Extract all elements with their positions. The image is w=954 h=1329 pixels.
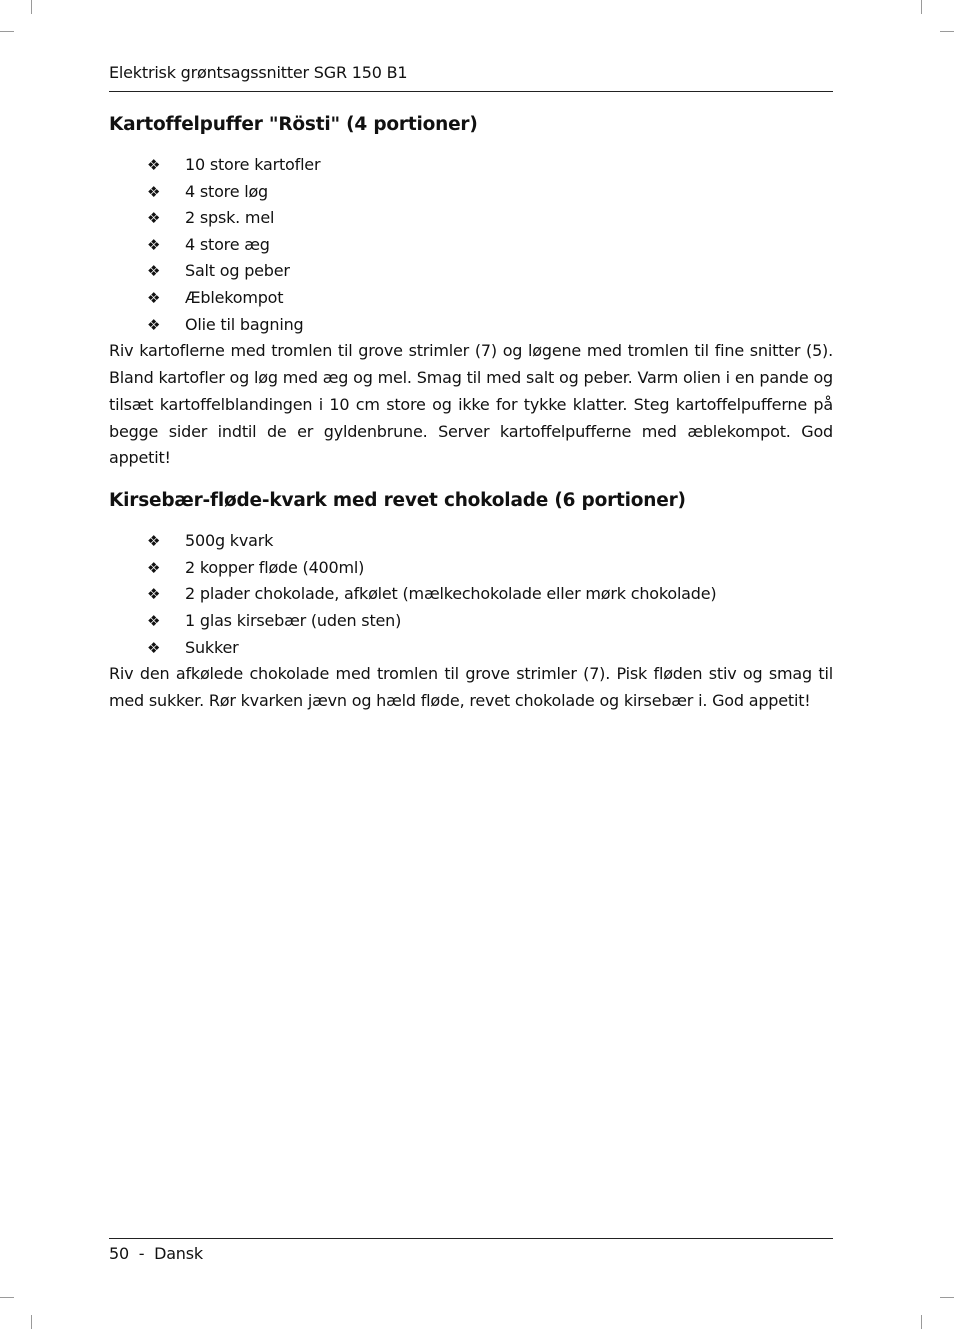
list-item [109,608,833,635]
list-item [109,179,833,206]
recipe-instructions: Riv kartoflerne med tromlen til grove strimler (7) og løgene med tromlen til fine snitter (5). Bland kartofler og løg med æg og mel. Smag til med salt og peber. Varm olien i en pande og tilsæt kartoffelblandingen i 10 cm store og ikke for tykke klatter. Steg kartoffelpufferne på begge sider indtil de er gyldenbrune. Server kartoffelpufferne med æblekompot. God appetit! [109,341,833,468]
list-item [109,581,833,608]
crop-mark-top-left-h [0,31,14,32]
page-number-label: 50 - Dansk [109,1244,203,1263]
diamond-bullet-icon: ❖ [147,235,161,254]
crop-mark-bottom-right-h [940,1297,954,1298]
list-item [109,205,833,232]
list-item [109,258,833,285]
diamond-bullet-icon: ❖ [147,182,161,201]
recipe-title: Kartoffelpuffer "Rösti" (4 portioner) [109,114,478,135]
crop-mark-bottom-left-h [0,1297,14,1298]
list-item [109,555,833,582]
list-item [109,285,833,312]
diamond-bullet-icon: ❖ [147,315,161,334]
ingredient-text: 2 spsk. mel [185,208,275,228]
ingredient-text: Salt og peber [185,261,290,281]
recipe-rosti [109,112,833,472]
ingredient-text: 1 glas kirsebær (uden sten) [185,610,402,630]
page-footer [109,1238,833,1265]
crop-mark-bottom-right-v [921,1315,922,1329]
ingredient-text: Æblekompot [185,287,284,307]
page-header [109,62,833,92]
crop-mark-top-right-v [921,0,922,14]
crop-mark-top-left-v [31,0,32,14]
ingredient-text: Olie til bagning [185,314,304,334]
diamond-bullet-icon: ❖ [147,558,161,577]
recipe-cherry-cream-quark [109,488,833,715]
list-item [109,635,833,662]
ingredient-text: 2 kopper fløde (400ml) [185,557,365,577]
ingredient-list [109,152,833,338]
ingredient-text: 500g kvark [185,531,274,551]
ingredient-text: 4 store æg [185,234,270,254]
header-title: Elektrisk grøntsagssnitter SGR 150 B1 [109,63,408,82]
diamond-bullet-icon: ❖ [147,288,161,307]
diamond-bullet-icon: ❖ [147,209,161,228]
diamond-bullet-icon: ❖ [147,532,161,551]
crop-mark-top-right-h [940,31,954,32]
crop-mark-bottom-left-v [31,1315,32,1329]
diamond-bullet-icon: ❖ [147,262,161,281]
recipe-instructions: Riv den afkølede chokolade med tromlen til grove strimler (7). Pisk fløden stiv og smag til med sukker. Rør kvarken jævn og hæld fløde, revet chokolade og kirsebær i. God appetit! [109,664,833,710]
list-item [109,528,833,555]
diamond-bullet-icon: ❖ [147,638,161,657]
recipe-title: Kirsebær-fløde-kvark med revet chokolade (6 portioner) [109,490,686,512]
list-item [109,152,833,179]
diamond-bullet-icon: ❖ [147,585,161,604]
list-item [109,312,833,339]
page-content [109,112,833,715]
ingredient-text: 2 plader chokolade, afkølet (mælkechokolade eller mørk chokolade) [185,584,717,604]
diamond-bullet-icon: ❖ [147,156,161,174]
ingredient-text: 10 store kartofler [185,155,321,174]
ingredient-list [109,528,833,661]
list-item [109,232,833,259]
diamond-bullet-icon: ❖ [147,611,161,630]
ingredient-text: Sukker [185,637,239,657]
ingredient-text: 4 store løg [185,181,269,201]
